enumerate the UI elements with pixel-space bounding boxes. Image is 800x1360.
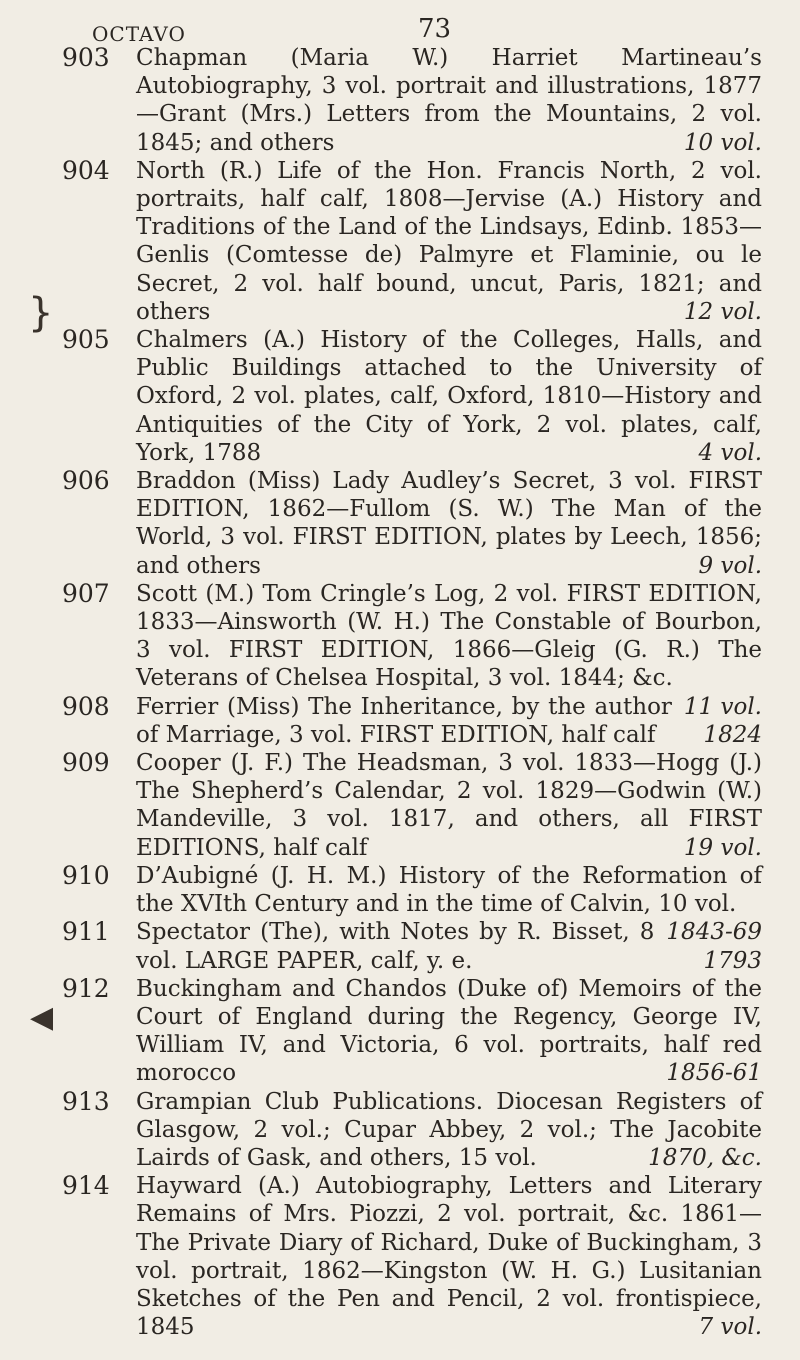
entry-text: Spectator (The), with Notes by R. Bisset, 8 vol. LARGE PAPER, calf, y. e. [136,919,655,974]
lot-number: 909 [62,748,110,778]
lot-number: 913 [62,1086,110,1116]
entry-text: Braddon (Miss) Lady Audley’s Secret, 3 vol. FIRST EDITION, 1862—Fullom (S. W.) The Man of the World, 3 vol. FIRST EDITION, plates by Leech, 1856; and others [136,468,762,579]
lot-number: 910 [62,860,110,890]
catalogue-entry [62,1172,762,1341]
entry-text: Scott (M.) Tom Cringle’s Log, 2 vol. FIRST EDITION, 1833—Ainsworth (W. H.) The Constable of Bourbon, 3 vol. FIRST EDITION, 1866—Gleig (G. R.) The Veterans of Chelsea Hospital, 3 vol. 1844; &c. [136,580,762,692]
entry-volume-count: 1824 [703,721,762,748]
lot-number: 906 [62,466,110,496]
entry-volume-count: 1843-69 [666,919,762,946]
page-number: 73 [418,14,452,44]
entry-volume-count: 1793 [703,947,762,974]
entry-text: Chapman (Maria W.) Harriet Martineau’s Autobiography, 3 vol. portrait and illustrations, 1877—Grant (Mrs.) Letters from the Mountains, 2 vol. 1845; and others [136,45,762,156]
lot-number: 905 [62,325,110,355]
catalogue-entry [62,975,762,1088]
lot-number: 904 [62,155,110,185]
lot-number: 911 [62,917,110,947]
catalogue-entry [62,44,762,157]
entry-volume-count: 1870, &c. [648,1144,762,1171]
entry-volume-count: 1856-61 [666,1060,762,1087]
entry-volume-count: 11 vol. [683,693,762,720]
catalogue-entry [62,467,762,580]
entry-text: Ferrier (Miss) The Inheritance, by the author of Marriage, 3 vol. FIRST EDITION, half calf [136,693,672,748]
lot-number: 908 [62,691,110,721]
lot-number: 912 [62,973,110,1003]
catalogue-entry [62,326,762,467]
entry-volume-count: 12 vol. [683,298,762,325]
lot-number: 907 [62,578,110,608]
entry-text: Buckingham and Chandos (Duke of) Memoirs of the Court of England during the Regency, George IV, William IV, and Victoria, 6 vol. portraits, half red morocco [136,975,762,1087]
running-head: OCTAVO [92,22,186,46]
lot-number: 914 [62,1171,110,1201]
entry-text: Hayward (A.) Autobiography, Letters and Literary Remains of Mrs. Piozzi, 2 vol. portrait, &c. 1861—The Private Diary of Richard, Duke of Buckingham, 3 vol. portrait, 1862—Kingston (W. H. G.) Lusitanian Sketches of the Pen and Pencil, 2 vol. frontispiece, 1845 [136,1173,762,1341]
entry-volume-count: 10 vol. [683,129,762,156]
entry-text: North (R.) Life of the Hon. Francis North, 2 vol. portraits, half calf, 1808—Jervise (A.) History and Traditions of the Land of the Lindsays, Edinb. 1853—Genlis (Comtesse de) Palmyre et Flaminie, ou le Secret, 2 vol. half bound, uncut, Paris, 1821; and others [136,157,762,325]
entry-text: Chalmers (A.) History of the Colleges, Halls, and Public Buildings attached to the University of Oxford, 2 vol. plates, calf, Oxford, 1810—History and Antiquities of the City of York, 2 vol. plates, calf, York, 1788 [136,327,762,466]
margin-bracket-mark: } [28,290,54,336]
entry-volume-count: 4 vol. [698,439,762,466]
entry-volume-count: 19 vol. [683,834,762,861]
entry-text: D’Aubigné (J. H. M.) History of the Reformation of the XVIth Century and in the time of Calvin, 10 vol. [136,862,762,918]
page-header [92,6,760,46]
entry-volume-count: 7 vol. [698,1314,762,1341]
entry-volume-count: 9 vol. [698,552,762,579]
catalogue-entry [62,157,762,326]
entry-text: Grampian Club Publications. Diocesan Registers of Glasgow, 2 vol.; Cupar Abbey, 2 vol.; The Jacobite Lairds of Gask, and others, 15 vol. [136,1088,762,1171]
entry-text: Cooper (J. F.) The Headsman, 3 vol. 1833—Hogg (J.) The Shepherd’s Calendar, 2 vol. 1829—Godwin (W.) Mandeville, 3 vol. 1817, and others, all FIRST EDITIONS, half calf [136,750,762,861]
catalogue-entries [62,44,762,1341]
catalogue-entry [62,749,762,862]
margin-pointer-mark: ◀ [30,1000,54,1035]
catalogue-entry [62,693,762,749]
catalogue-entry [62,1088,762,1173]
catalogue-entry [62,918,762,974]
lot-number: 903 [62,43,110,72]
